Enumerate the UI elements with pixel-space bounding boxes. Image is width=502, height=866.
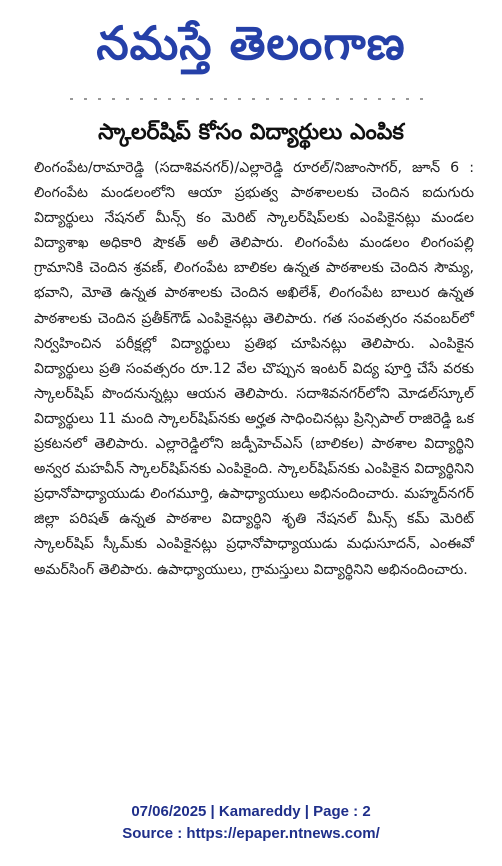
article-headline: స్కాలర్‌షిప్ కోసం విద్యార్థులు ఎంపిక [98,120,404,145]
newspaper-masthead: నమస్తే తెలంగాణ [96,16,406,70]
article-paragraph: లింగంపేట/రామారెడ్డి (సదాశివనగర్)/ఎల్లారెడ్డి రూరల్/నిజాంసాగర్, జూన్ 6 : లింగంపేట మండలంలోని ఆయా ప్రభుత్వ పాఠశాలలకు చెందిన ఐదుగురు విద్యార్థులు నేషనల్ మీన్స్ కం మెరిట్ స్కాలర్‌షిప్‌లకు ఎంపికైనట్లు మండల విద్యాశాఖ అధికారి షౌకత్ అలీ తెలిపారు. లింగంపేట మండలం లింగంపల్లి గ్రామానికి చెందిన శ్రవణ్, లింగంపేట బాలికల ఉన్నత పాఠశాలకు చెందిన సౌమ్య, భవాని, మోతె ఉన్నత పాఠశాలకు చెందిన అఖిలేశ్, లింగంపేట బాలుర ఉన్నత పాఠశాలకు చెందిన ప్రతీక్‌గౌడ్ ఎంపికైనట్లు తెలిపారు. గత సంవత్సరం నవంబర్‌లో నిర్వహించిన పరీక్షల్లో విద్యార్థులు ప్రతిభ చూపినట్లు తెలిపారు. ఎంపికైన విద్యార్థులు ప్రతి సంవత్సరం రూ.12 వేల చొప్పున ఇంటర్ విద్య పూర్తి చేసే వరకు స్కాలర్‌షిప్ పొందనున్నట్లు ఆయన తెలిపారు. సదాశివనగర్‌లోని మోడల్‌స్కూల్ విద్యార్థులు 11 మంది స్కాలర్‌షిప్‌నకు అర్హత సాధించినట్లు ప్రిన్సిపాల్ రాజిరెడ్డి ఒక ప్రకటనలో తెలిపారు. ఎల్లారెడ్డిలోని జడ్పీహెచ్‌ఎస్ (బాలికల) పాఠశాల విద్యార్థిని అన్వర మహవీన్ స్కాలర్‌షిప్‌నకు ఎంపికైంది. స్కాలర్‌షిప్‌నకు ఎంపికైన విద్యార్థినిని ప్రధానోపాధ్యాయుడు లింగమూర్తి, ఉపాధ్యాయులు అభినందించారు. మహ్మద్‌నగర్ జిల్లా పరిషత్ ఉన్నత పాఠశాల విద్యార్థిని శృతి నేషనల్ మీన్స్ కమ్ మెరిట్ స్కాలర్‌షిప్ స్కీమ్‌కు ఎంపికైనట్లు ప్రధానోపాధ్యాయుడు మధుసూదన్, ఎంఈవో అమర్‌సింగ్ తెలిపారు. ఉపాధ్యాయులు, గ్రామస్తులు విద్యార్థినిని అభినందించారు. [34,160,474,578]
article-body [34,156,474,583]
footer-source-line: Source : https://epaper.ntnews.com/ [122,825,380,842]
footer-date-line: 07/06/2025 | Kamareddy | Page : 2 [131,803,371,820]
masthead-divider [70,98,430,100]
